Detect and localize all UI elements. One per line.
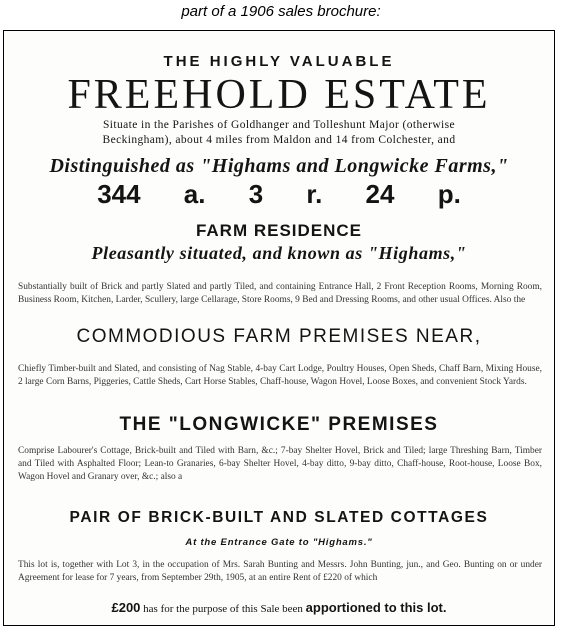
cottages-heading: PAIR OF BRICK-BUILT AND SLATED COTTAGES	[69, 509, 489, 526]
cottages-subheading: At the Entrance Gate to "Highams."	[185, 537, 373, 548]
area-perches: 24 p.	[365, 179, 461, 209]
footer-middle: has for the purpose of this Sale been	[143, 603, 303, 615]
heading-large: FREEHOLD ESTATE	[67, 72, 491, 118]
residence-subheading: Pleasantly situated, and known as "Highams,"	[91, 243, 467, 263]
residence-heading: FARM RESIDENCE	[195, 221, 363, 240]
location-line-1: Situate in the Parishes of Goldhanger and Tolleshunt Major (otherwise	[102, 119, 456, 131]
footer-line	[4, 600, 554, 615]
brochure-page	[3, 30, 555, 626]
heading-small: THE HIGHLY VALUABLE	[163, 53, 395, 70]
caption: part of a 1906 sales brochure:	[181, 3, 381, 20]
footer-amount: £200	[111, 600, 141, 615]
premises-description: Chiefly Timber-built and Slated, and consisting of Nag Stable, 4-bay Cart Lodge, Poultry Houses, Open Sheds, Chaff Barn, Mixing House, 2 large Corn Barns, Piggeries, Cattle Sheds, Cart Horse Stables, Chaff-house, Wagon Hovel, Loose Boxes, and convenient Stock Yards.	[18, 364, 542, 387]
distinguished-line: Distinguished as "Highams and Longwicke Farms,"	[49, 155, 509, 177]
lot-description: This lot is, together with Lot 3, in the occupation of Mrs. Sarah Bunting and Messrs. John Bunting, jun., and Geo. Bunting on or under Agreement for lease for 7 years, from September 29th, 1905, at an entire Rent of £220 of which	[18, 560, 542, 583]
location-line-2: Beckingham), about 4 miles from Maldon and 14 from Colchester, and	[102, 134, 456, 146]
footer-end: apportioned to this lot.	[305, 600, 447, 615]
estate-area	[4, 179, 554, 210]
residence-description: Substantially built of Brick and partly Slated and partly Tiled, and containing Entrance Hall, 2 Front Reception Rooms, Morning Room, Business Room, Kitchen, Larder, Scullery, large Cellarage, Store Rooms, 9 Bed and Dressing Rooms, and other usual Offices. Also the	[18, 282, 542, 305]
premises-heading: COMMODIOUS FARM PREMISES NEAR,	[76, 326, 482, 347]
longwicke-description: Comprise Labourer's Cottage, Brick-built and Tiled with Barn, &c.; 7-bay Shelter Hovel, Brick and Tiled; large Threshing Barn, Timber and Tiled with Asphalted Floor; Lean-to Granaries, 6-bay Shelter Hovel, 4-bay ditto, 9-bay ditto, Chaff-house, Root-house, Loose Box, Wagon Hovel and Granary over, &c.; also a	[18, 446, 542, 482]
longwicke-heading: THE "LONGWICKE" PREMISES	[119, 414, 439, 435]
area-roods: 3 r.	[248, 179, 323, 209]
area-acres: 344 a.	[97, 179, 206, 209]
